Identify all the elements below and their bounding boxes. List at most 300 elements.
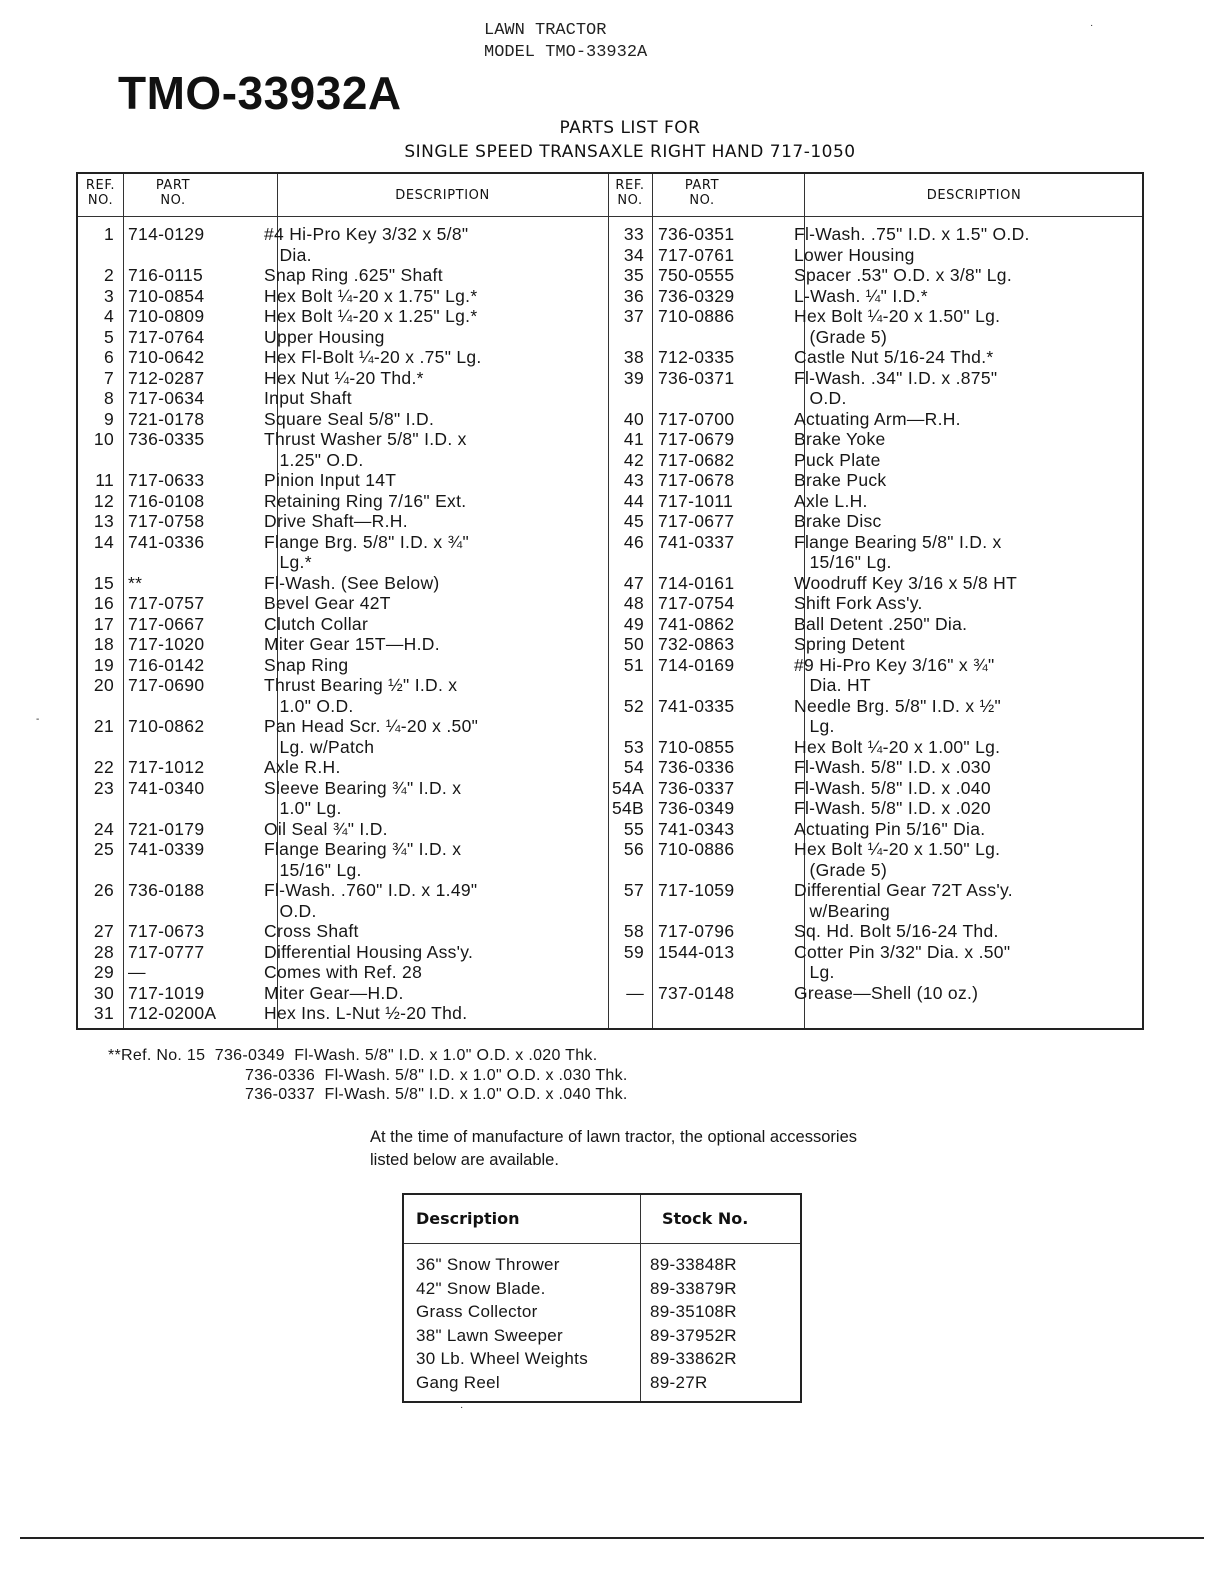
header-description: Description <box>416 1209 520 1228</box>
part-description: Brake Disc <box>794 511 882 531</box>
ref-number: 43 <box>623 470 644 490</box>
part-row <box>78 224 608 245</box>
part-row <box>78 1003 608 1024</box>
ref-number: 48 <box>623 593 644 613</box>
part-number: 717-0634 <box>128 388 205 408</box>
part-description: Shift Fork Ass'y. <box>794 593 923 613</box>
part-row <box>78 962 608 983</box>
part-row <box>78 675 608 696</box>
part-description: w/Bearing <box>794 900 891 921</box>
accessories-table <box>402 1193 802 1403</box>
part-row <box>78 491 608 512</box>
part-number: 717-0633 <box>128 470 205 490</box>
ref-number: 3 <box>103 285 114 306</box>
part-description: Cross Shaft <box>264 921 359 941</box>
part-number: 716-0115 <box>128 265 204 285</box>
ref-number: 40 <box>623 408 644 429</box>
ref-number: 35 <box>623 265 644 285</box>
ref-number: 4 <box>103 306 114 326</box>
part-row <box>78 429 608 450</box>
part-number: 741-0336 <box>128 531 205 552</box>
part-description: Axle R.H. <box>264 757 341 777</box>
part-description: Puck Plate <box>794 449 881 470</box>
part-number: 741-0339 <box>128 839 205 859</box>
part-description: Brake Puck <box>794 470 887 490</box>
part-description: Snap Ring .625" Shaft <box>264 265 443 285</box>
part-description: Axle L.H. <box>794 490 868 511</box>
part-number: 721-0178 <box>128 408 205 429</box>
part-row <box>608 901 1144 922</box>
part-description: Actuating Arm—R.H. <box>794 408 961 429</box>
part-description: Hex Nut ¼-20 Thd.* <box>264 367 424 388</box>
part-number: 716-0142 <box>128 654 205 675</box>
ref-number: 28 <box>93 941 114 962</box>
header-text: PART <box>684 178 720 193</box>
part-row <box>78 901 608 922</box>
part-row <box>78 265 608 286</box>
part-row <box>608 819 1144 840</box>
ref-number: 36 <box>623 285 644 306</box>
ref-number: 1 <box>103 224 114 244</box>
part-description: Lg. <box>794 962 835 982</box>
ref-number <box>608 860 644 881</box>
part-row <box>78 245 608 266</box>
part-number: 717-0690 <box>128 675 205 695</box>
part-row <box>78 737 608 758</box>
part-number: — <box>128 962 146 982</box>
part-row <box>78 983 608 1004</box>
ref-number: 49 <box>623 613 644 634</box>
ref-number <box>608 552 644 573</box>
header-text: NO. <box>689 193 715 208</box>
part-description: O.D. <box>794 388 847 408</box>
accessory-description: Gang Reel <box>416 1372 500 1392</box>
part-number: 710-0854 <box>128 285 205 306</box>
ref-number: 54B <box>611 798 644 818</box>
part-number <box>114 860 264 881</box>
part-row <box>78 573 608 594</box>
header-description: DESCRIPTION <box>395 188 490 203</box>
ref-number: 2 <box>103 265 114 285</box>
ref-number <box>608 901 644 922</box>
part-description: Oil Seal ¾" I.D. <box>264 818 388 839</box>
part-number: 716-0108 <box>128 490 205 511</box>
part-description: (Grade 5) <box>794 326 888 347</box>
part-row <box>608 634 1144 655</box>
accessory-stock-number: 89-33879R <box>650 1278 737 1298</box>
part-number <box>114 552 264 573</box>
accessory-stock-number: 89-33862R <box>650 1349 737 1368</box>
part-number <box>114 901 264 922</box>
accessory-row <box>404 1371 800 1395</box>
ref-number: 54A <box>611 777 644 798</box>
part-description: Sleeve Bearing ¾" I.D. x <box>264 777 462 798</box>
part-row <box>78 634 608 655</box>
part-row <box>608 675 1144 696</box>
part-row <box>608 265 1144 286</box>
ref-number: 41 <box>623 429 644 449</box>
part-description: (Grade 5) <box>794 859 888 880</box>
part-number: ** <box>128 572 143 593</box>
part-number: 717-0777 <box>128 941 205 962</box>
ref-number: 13 <box>93 511 114 531</box>
part-description: Hex Ins. L-Nut ½-20 Thd. <box>264 1003 468 1023</box>
footnote-line: **Ref. No. 15 736-0349 Fl-Wash. 5/8" I.D. x 1.0" O.D. x .020 Thk. <box>108 1047 598 1064</box>
part-description: Needle Brg. 5/8" I.D. x ½" <box>794 695 1001 716</box>
header-divider <box>404 1243 800 1244</box>
part-number: 736-0335 <box>128 429 205 449</box>
part-number: 741-0337 <box>658 531 735 552</box>
ref-number: 18 <box>93 634 114 654</box>
part-row <box>608 511 1144 532</box>
part-description: Castle Nut 5/16-24 Thd.* <box>794 347 994 367</box>
part-description: Thrust Bearing ½" I.D. x <box>264 675 458 695</box>
accessory-description: 42" Snow Blade. <box>416 1278 546 1298</box>
part-number: 741-0335 <box>658 695 735 716</box>
part-row <box>608 737 1144 758</box>
part-row <box>608 655 1144 676</box>
part-row <box>78 470 608 491</box>
part-row <box>608 593 1144 614</box>
ref-number: 10 <box>93 429 114 449</box>
ref-number: 21 <box>93 716 114 736</box>
ref-number: 9 <box>103 408 114 429</box>
part-description: Dia. HT <box>794 675 871 695</box>
part-row <box>608 429 1144 450</box>
part-description: Hex Bolt ¼-20 x 1.00" Lg. <box>794 736 1001 757</box>
ref-number: 44 <box>623 490 644 511</box>
part-description: L-Wash. ¼" I.D.* <box>794 285 928 306</box>
part-description: Differential Housing Ass'y. <box>264 941 474 962</box>
ref-number: 7 <box>103 367 114 388</box>
part-description: Fl-Wash. .760" I.D. x 1.49" <box>264 880 478 900</box>
accessory-description: Grass Collector <box>416 1302 538 1321</box>
part-description: Flange Bearing ¾" I.D. x <box>264 839 462 859</box>
part-number: 714-0169 <box>658 654 735 675</box>
ref-number: 42 <box>623 449 644 470</box>
header-text: NO. <box>160 193 186 208</box>
ref-number <box>608 388 644 409</box>
part-number <box>114 450 264 471</box>
part-number <box>644 962 794 983</box>
part-row <box>608 839 1144 860</box>
ref-number: 52 <box>623 695 644 716</box>
part-row <box>608 224 1144 245</box>
part-number <box>644 716 794 737</box>
accessories-note: At the time of manufacture of lawn tractor, the optional accessories listed below are available. <box>370 1128 857 1169</box>
ref-number: 47 <box>623 572 644 593</box>
part-description: 15/16" Lg. <box>264 859 362 880</box>
part-row <box>608 778 1144 799</box>
part-description: Comes with Ref. 28 <box>264 962 423 982</box>
part-number: 714-0129 <box>128 224 205 244</box>
part-row <box>608 450 1144 471</box>
ref-number: 31 <box>93 1003 114 1023</box>
ref-number: 57 <box>623 880 644 900</box>
part-number: 721-0179 <box>128 818 205 839</box>
header-text: NO. <box>87 193 114 208</box>
part-row <box>78 327 608 348</box>
ref-number: 15 <box>93 572 114 593</box>
accessories-rows <box>404 1253 800 1394</box>
ref-number: 26 <box>93 880 114 900</box>
part-row <box>608 491 1144 512</box>
ref-number: 53 <box>623 736 644 757</box>
ref-number: 55 <box>623 818 644 839</box>
part-row <box>78 921 608 942</box>
part-description: O.D. <box>264 900 317 921</box>
part-number: 717-0758 <box>128 511 205 531</box>
part-row <box>78 757 608 778</box>
accessory-description: 38" Lawn Sweeper <box>416 1325 563 1345</box>
ref-number: 16 <box>93 593 114 613</box>
part-number: 1544-013 <box>658 941 735 962</box>
part-number: 741-0340 <box>128 777 205 798</box>
part-description: Pinion Input 14T <box>264 470 397 490</box>
part-description: Miter Gear—H.D. <box>264 982 404 1003</box>
ref-number: 25 <box>93 839 114 859</box>
part-number: 717-1020 <box>128 634 205 654</box>
typed-model-label <box>484 20 647 64</box>
part-row <box>608 306 1144 327</box>
ref-number <box>608 675 644 696</box>
part-description: Fl-Wash. 5/8" I.D. x .030 <box>794 757 991 777</box>
part-number: 717-0754 <box>658 593 735 613</box>
footnote-line: 736-0336 Fl-Wash. 5/8" I.D. x 1.0" O.D. x .030 Thk. <box>245 1066 628 1084</box>
part-description: Input Shaft <box>264 388 352 408</box>
ref-number: 33 <box>623 224 644 244</box>
part-row <box>608 552 1144 573</box>
part-number <box>644 552 794 573</box>
part-number <box>644 388 794 409</box>
part-number <box>644 860 794 881</box>
part-number: 712-0335 <box>658 347 735 367</box>
part-number: 736-0351 <box>658 224 735 244</box>
ref-number: 24 <box>93 818 114 839</box>
part-description: Square Seal 5/8" I.D. <box>264 408 435 429</box>
ref-number: 22 <box>93 757 114 777</box>
part-description: Sq. Hd. Bolt 5/16-24 Thd. <box>794 921 999 941</box>
part-row <box>608 409 1144 430</box>
footnote-line: 736-0337 Fl-Wash. 5/8" I.D. x 1.0" O.D. x .040 Thk. <box>245 1086 628 1103</box>
part-description: Fl-Wash. .34" I.D. x .875" <box>794 367 998 388</box>
part-number: 712-0200A <box>128 1003 217 1023</box>
ref-number: 20 <box>93 675 114 695</box>
part-number: 736-0336 <box>658 757 735 777</box>
typed-line-2: MODEL TMO-33932A <box>484 43 648 62</box>
part-row <box>78 716 608 737</box>
part-row <box>78 593 608 614</box>
ref-number <box>78 901 114 922</box>
part-number: 717-0796 <box>658 921 735 941</box>
accessory-description: 36" Snow Thrower <box>416 1255 560 1274</box>
part-row <box>78 614 608 635</box>
part-description: Pan Head Scr. ¼-20 x .50" <box>264 716 479 736</box>
ref-number: 30 <box>93 982 114 1003</box>
part-number: 736-0371 <box>658 367 735 388</box>
header-text: NO. <box>617 193 643 208</box>
ref-number: 17 <box>93 613 114 634</box>
accessory-row <box>404 1300 800 1324</box>
part-number: 717-0682 <box>658 449 735 470</box>
part-number <box>644 675 794 696</box>
header-ref-no-right <box>608 178 652 208</box>
part-description: Grease—Shell (10 oz.) <box>794 982 979 1003</box>
part-description: Snap Ring <box>264 654 349 675</box>
part-row <box>78 532 608 553</box>
part-description: Fl-Wash. 5/8" I.D. x .020 <box>794 798 991 818</box>
part-row <box>608 696 1144 717</box>
part-description: Woodruff Key 3/16 x 5/8 HT <box>794 572 1018 593</box>
part-description: Clutch Collar <box>264 613 369 634</box>
part-number: 737-0148 <box>658 982 735 1003</box>
part-row <box>78 696 608 717</box>
header-text: REF. <box>615 178 645 193</box>
part-description: Lg. w/Patch <box>264 736 375 757</box>
part-row <box>78 286 608 307</box>
part-description: Dia. <box>264 244 312 265</box>
part-description: Flange Bearing 5/8" I.D. x <box>794 531 1002 552</box>
part-number <box>114 696 264 717</box>
part-description: Drive Shaft—R.H. <box>264 511 408 531</box>
part-description: Hex Fl-Bolt ¼-20 x .75" Lg. <box>264 347 482 367</box>
part-description: Miter Gear 15T—H.D. <box>264 634 440 654</box>
part-description: Lower Housing <box>794 244 915 265</box>
part-row <box>608 860 1144 881</box>
accessory-stock-number: 89-33848R <box>650 1255 737 1274</box>
scan-speck: · <box>1090 20 1094 31</box>
part-number: 732-0863 <box>658 634 735 654</box>
ref-number: — <box>626 982 644 1003</box>
part-description: 1.25" O.D. <box>264 449 364 470</box>
part-description: Upper Housing <box>264 326 385 347</box>
part-number: 741-0343 <box>658 818 735 839</box>
header-part-no <box>123 178 223 208</box>
part-number: 717-0677 <box>658 511 735 531</box>
part-number: 717-0667 <box>128 613 205 634</box>
ref-number: 27 <box>93 921 114 941</box>
part-number: 717-1012 <box>128 757 205 777</box>
header-part-no-right <box>652 178 752 208</box>
ref-number: 38 <box>623 347 644 367</box>
part-number: 717-1019 <box>128 982 205 1003</box>
parts-left-column <box>78 224 608 1024</box>
part-description: Lg. <box>794 716 835 736</box>
part-description: Fl-Wash. 5/8" I.D. x .040 <box>794 777 991 798</box>
part-description: Hex Bolt ¼-20 x 1.50" Lg. <box>794 306 1001 326</box>
ref-number: 23 <box>93 777 114 798</box>
part-description: #9 Hi-Pro Key 3/16" x ¾" <box>794 654 995 675</box>
part-row <box>78 655 608 676</box>
ref-number: 29 <box>93 962 114 982</box>
part-number: 710-0809 <box>128 306 205 326</box>
part-number: 717-1059 <box>658 880 735 900</box>
ref-number: 50 <box>623 634 644 654</box>
part-row <box>608 573 1144 594</box>
part-number <box>114 737 264 758</box>
ref-number: 11 <box>95 470 114 490</box>
part-description: Spacer .53" O.D. x 3/8" Lg. <box>794 265 1012 285</box>
part-number: 710-0886 <box>658 839 735 859</box>
ref-number <box>78 245 114 266</box>
ref-number: 8 <box>103 388 114 408</box>
ref-number: 45 <box>623 511 644 531</box>
part-number: 710-0862 <box>128 716 205 736</box>
part-row <box>78 942 608 963</box>
part-row <box>608 716 1144 737</box>
part-row <box>608 245 1144 266</box>
accessory-row <box>404 1253 800 1277</box>
part-row <box>78 368 608 389</box>
part-number: 736-0188 <box>128 880 205 900</box>
part-number: 736-0337 <box>658 777 735 798</box>
part-row <box>608 347 1144 368</box>
part-row <box>78 347 608 368</box>
ref-15-footnote <box>108 1046 628 1105</box>
ref-number: 6 <box>103 347 114 367</box>
part-description: 15/16" Lg. <box>794 552 892 572</box>
part-number: 717-0678 <box>658 470 735 490</box>
ref-number: 12 <box>93 490 114 511</box>
part-row <box>78 860 608 881</box>
ref-number: 46 <box>623 531 644 552</box>
part-description: Differential Gear 72T Ass'y. <box>794 880 1013 900</box>
part-number: 712-0287 <box>128 367 205 388</box>
part-row <box>608 614 1144 635</box>
ref-number <box>78 737 114 758</box>
part-row <box>608 286 1144 307</box>
part-description: Fl-Wash. .75" I.D. x 1.5" O.D. <box>794 224 1030 244</box>
ref-number: 5 <box>103 326 114 347</box>
header-stock-no: Stock No. <box>662 1209 749 1228</box>
part-description: Hex Bolt ¼-20 x 1.75" Lg.* <box>264 285 478 306</box>
part-number <box>644 901 794 922</box>
accessory-row <box>404 1347 800 1371</box>
ref-number <box>78 552 114 573</box>
page-bottom-rule <box>20 1537 1204 1539</box>
part-row <box>78 306 608 327</box>
part-row <box>608 470 1144 491</box>
part-description: Fl-Wash. (See Below) <box>264 572 440 593</box>
ref-number: 34 <box>623 244 644 265</box>
parts-right-column <box>608 224 1144 1003</box>
part-row <box>608 327 1144 348</box>
part-row <box>78 778 608 799</box>
parts-table <box>76 172 1144 1030</box>
part-number: 741-0862 <box>658 613 735 634</box>
part-number: 714-0161 <box>658 572 735 593</box>
part-row <box>608 757 1144 778</box>
header-ref-no <box>78 178 123 208</box>
part-row <box>608 798 1144 819</box>
part-number: 717-0679 <box>658 429 735 449</box>
ref-number <box>78 860 114 881</box>
accessory-row <box>404 1277 800 1301</box>
part-number: 710-0855 <box>658 736 735 757</box>
part-description: Bevel Gear 42T <box>264 593 391 613</box>
scan-speck: - <box>36 714 40 725</box>
part-description: Thrust Washer 5/8" I.D. x <box>264 429 467 449</box>
ref-number <box>78 696 114 717</box>
part-row <box>78 388 608 409</box>
header-text: PART <box>155 178 191 193</box>
part-description: #4 Hi-Pro Key 3/32 x 5/8" <box>264 224 469 244</box>
part-description: Spring Detent <box>794 634 905 654</box>
ref-number <box>608 716 644 737</box>
part-description: 1.0" Lg. <box>264 798 342 818</box>
ref-number: 37 <box>623 306 644 326</box>
part-description: Retaining Ring 7/16" Ext. <box>264 490 467 511</box>
